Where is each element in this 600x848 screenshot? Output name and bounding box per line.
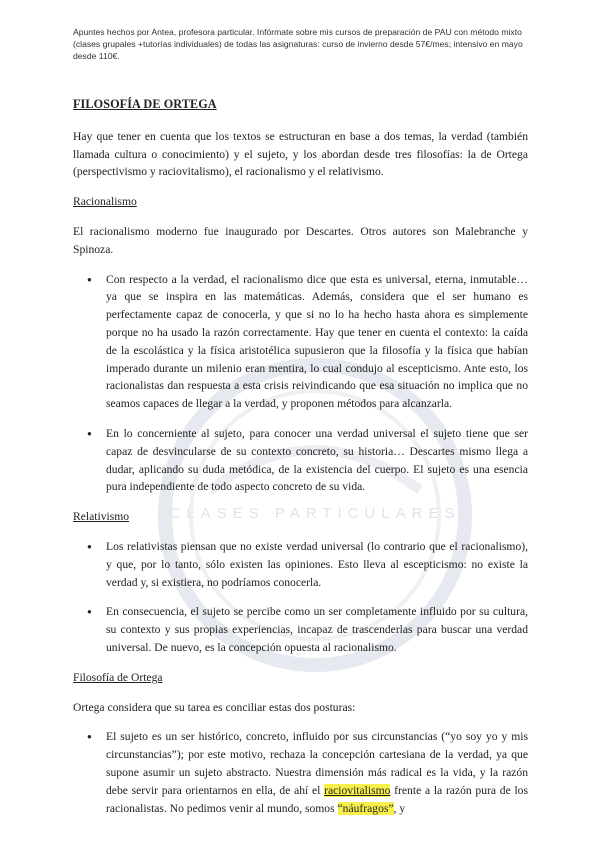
racionalismo-intro: El racionalismo moderno fue inaugurado por Descartes. Otros autores son Malebranche y Spinoza. <box>73 224 528 256</box>
document-body <box>73 96 528 829</box>
bullet-text: El sujeto es un ser histórico, concreto, influido por sus circunstancias (“yo soy yo y mis circunstancias”); por este motivo, rechaza la concepción cartesiana de la verdad, ya que supone asumir un sujeto abstracto. Nuestra dimensión más radical es la vida, y la razón debe servir para orientarnos en ella, de ahí el <box>106 730 528 797</box>
racionalismo-list <box>73 271 528 497</box>
list-item: ● Con respecto a la verdad, el racionalismo dice que esta es universal, eterna, inmutable… ya que se inspira en las matemáticas. Además, considera que el ser humano es perfectamente capaz de conocerla, y que si no lo ha hecho hasta ahora es simplemente porque no ha usado la razón correctamente. Hay que tener en cuenta el contexto: la caída de la escolástica y la física aristotélica supusieron que la filosofía y la física que habían imperado durante un milenio eran mentira, lo cual condujo al escepticismo. Ante esto, los racionalistas dan respuesta a esta crisis reivindicando que esa situación no implica que no seamos capaces de llegar a la verdad, y proponen métodos para alcanzarla. <box>73 271 528 413</box>
section-heading-relativismo: Relativismo <box>73 510 130 524</box>
ortega-list <box>73 728 528 817</box>
list-item <box>73 728 528 817</box>
watermark-text: CLASES PARTICULARES <box>169 505 461 522</box>
highlighted-term: “náufragos” <box>337 801 394 815</box>
section-heading-ortega: Filosofía de Ortega <box>73 670 163 684</box>
bullet-text: , y <box>393 801 406 815</box>
list-item: ● En consecuencia, el sujeto se percibe como un ser completamente influido por su cultura, su contexto y sus propias experiencias, incapaz de trascenderlas para buscar una verdad universal. De nuevo, es la concepción opuesta al racionalismo. <box>73 603 528 656</box>
list-item: ● Los relativistas piensan que no existe verdad universal (lo contrario que el racionalismo), y que, por lo tanto, sólo existen las opiniones. Esto lleva al escepticismo: no existe la verdad y, si existiera, no podríamos conocerla. <box>73 538 528 591</box>
relativismo-list <box>73 538 528 657</box>
header-note: Apuntes hechos por Antea, profesora particular. Infórmate sobre mis cursos de preparación de PAU con método mixto (clases grupales +tutorías individuales) de todas las asignaturas: curso de invierno desde 57€/mes; intensivo en mayo desde 110€. <box>73 27 523 61</box>
section-heading-racionalismo: Racionalismo <box>73 195 137 209</box>
intro-paragraph: Hay que tener en cuenta que los textos se estructuran en base a dos temas, la verdad (también llamada cultura o conocimiento) y el sujeto, y los abordan desde tres filosofías: la de Ortega (perspectivismo y raciovitalismo), el racionalismo y el relativismo. <box>73 129 528 179</box>
ortega-intro: Ortega considera que su tarea es conciliar estas dos posturas: <box>73 700 356 714</box>
list-item: ● En lo concerniente al sujeto, para conocer una verdad universal el sujeto tiene que ser capaz de desvincularse de su contexto concreto, su historia… Descartes mismo llega a dudar, aplicando su duda metódica, de la existencia del cuerpo. El sujeto es una esencia pura independiente de todo aspecto concreto de su vida. <box>73 425 528 496</box>
document-title: FILOSOFÍA DE ORTEGA <box>73 97 217 111</box>
bullet-text: frente a la razón pura de los racionalistas. No pedimos venir al mundo, somos <box>106 783 528 815</box>
highlighted-term: raciovitalismo <box>324 783 391 797</box>
